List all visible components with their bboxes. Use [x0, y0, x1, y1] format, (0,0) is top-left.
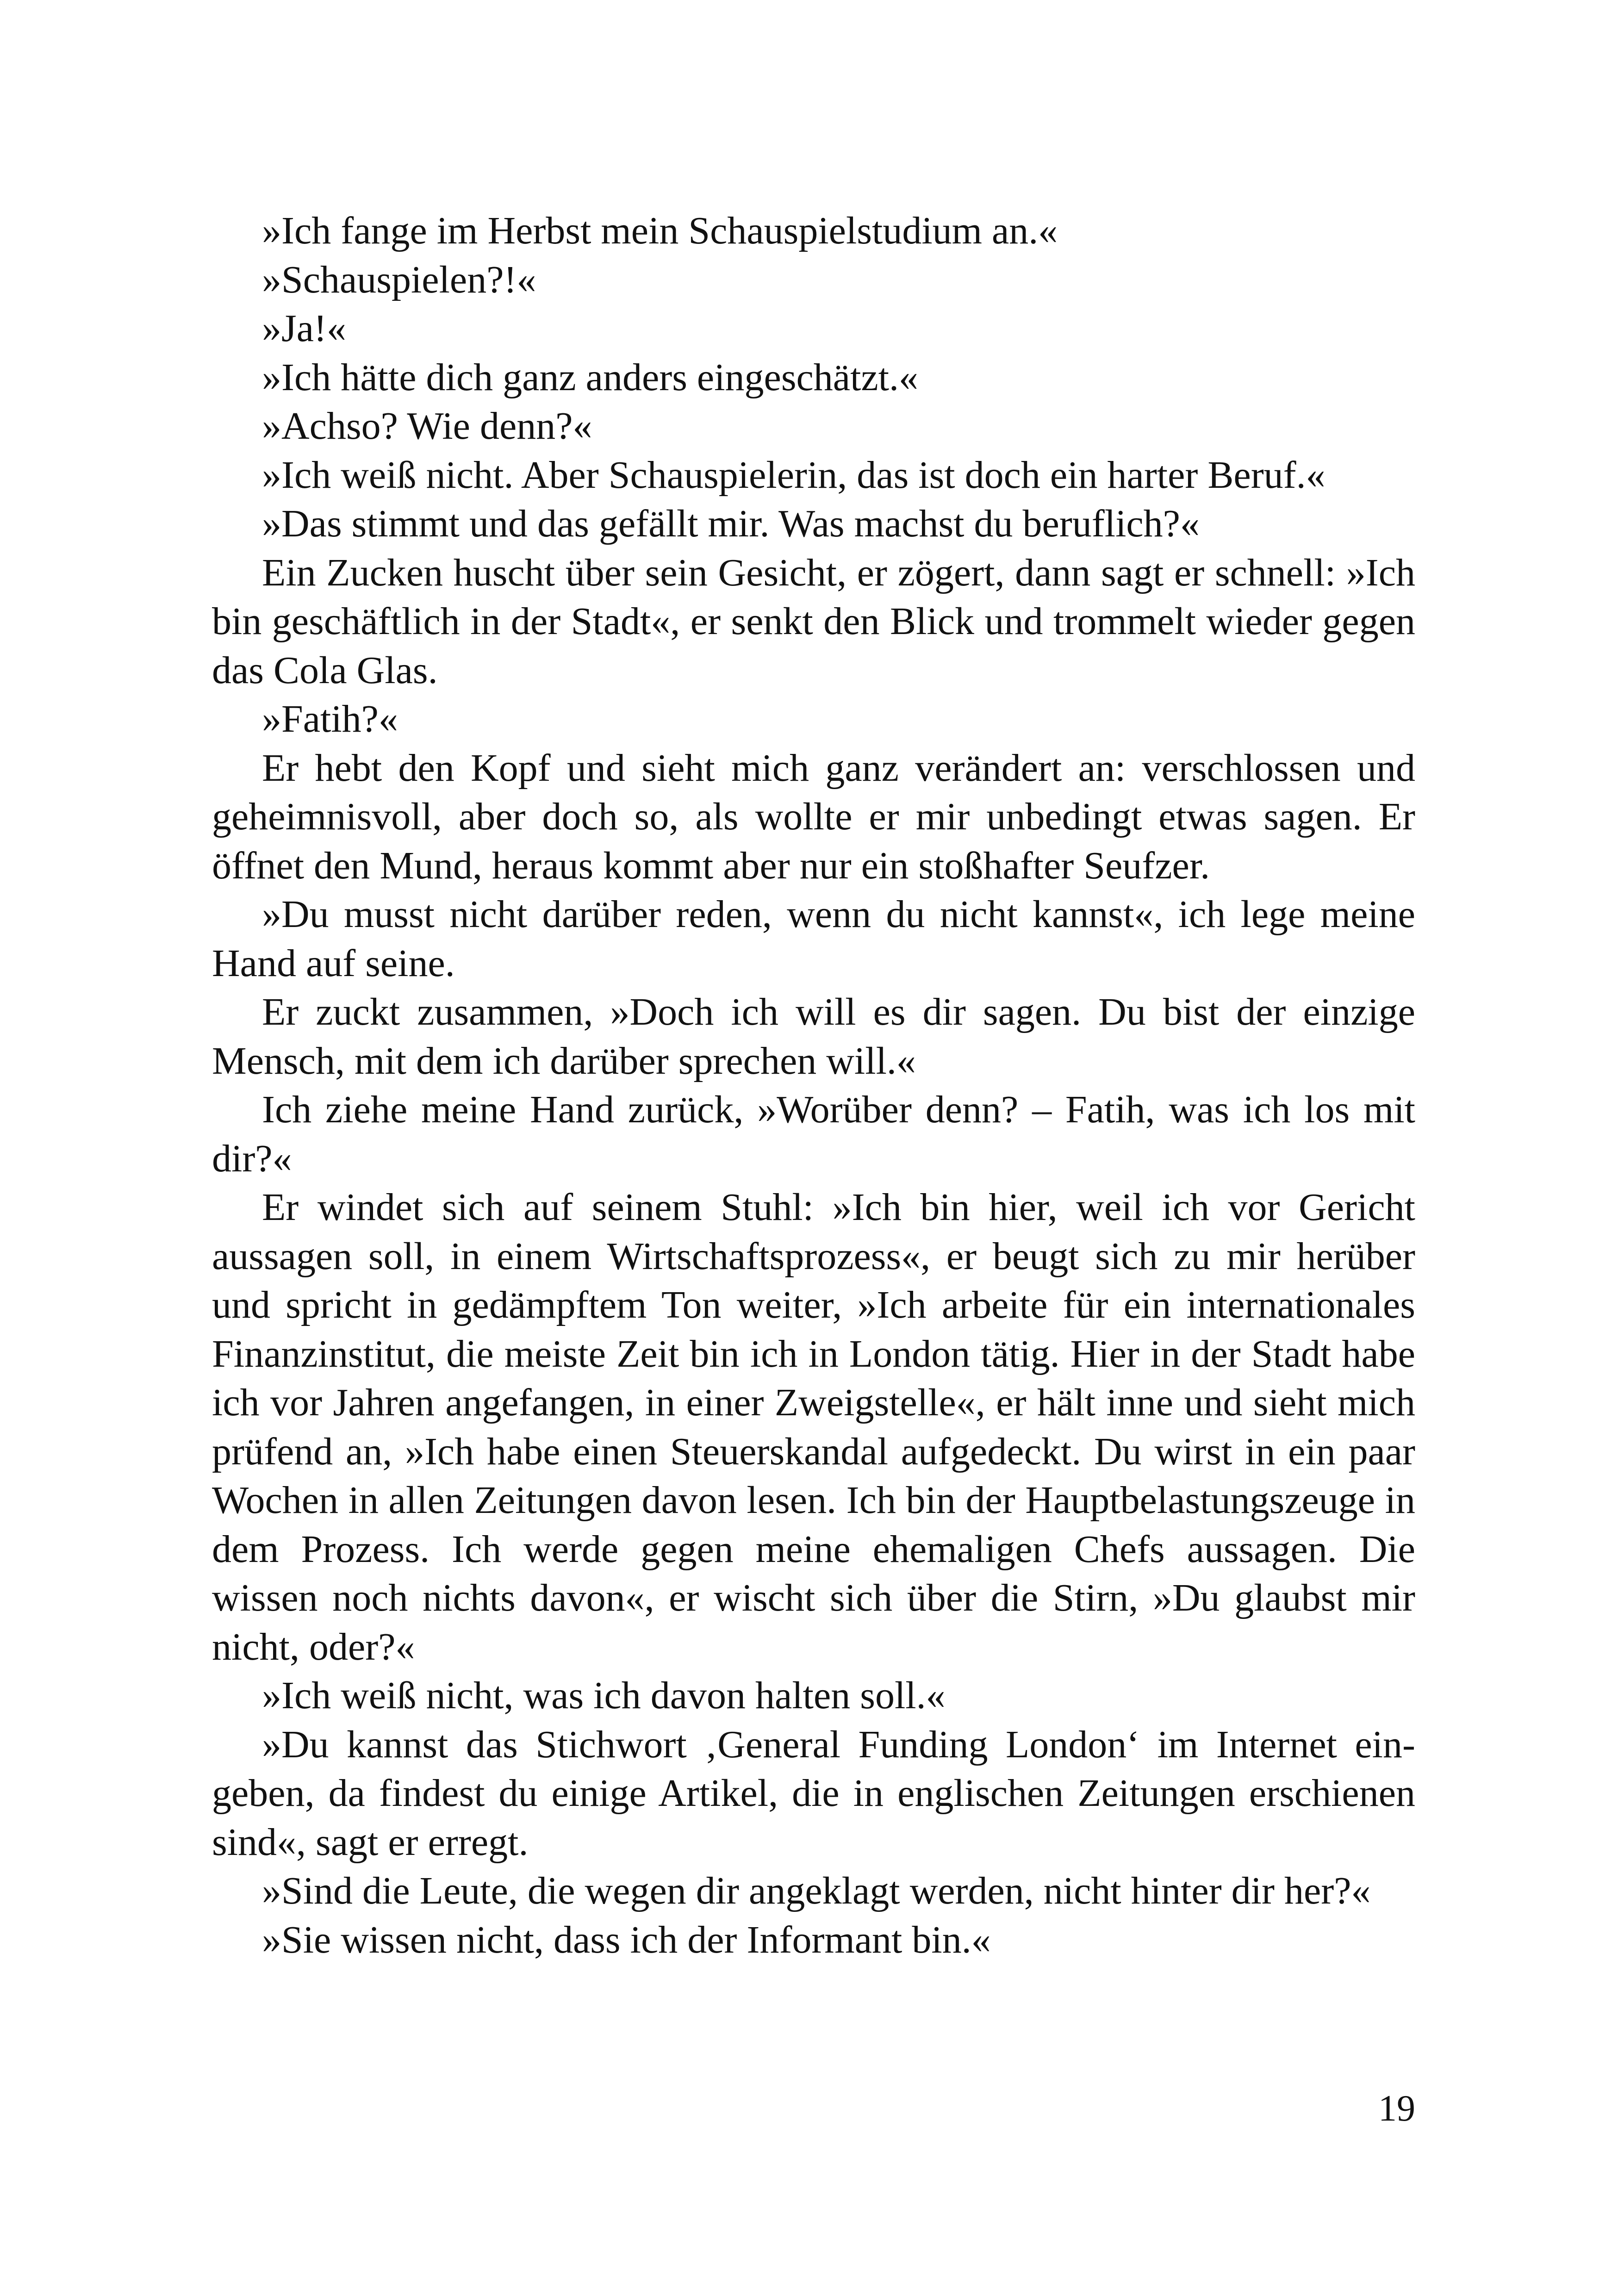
paragraph-10: Er hebt den Kopf und sieht mich ganz verändert an: verschlossen und geheimnisvoll, aber doch so, als wollte er mir unbedingt etwas sagen. Er öffnet den Mund, heraus kommt aber nur ein stoßhafter Seufzer. [212, 746, 1415, 887]
paragraph-12: Er zuckt zusammen, »Doch ich will es dir sagen. Du bist der einzige Mensch, mit dem ich darüber sprechen will.« [212, 990, 1415, 1083]
paragraph-1: »Ich fange im Herbst mein Schauspielstudium an.« [262, 209, 1058, 252]
paragraph-18: »Sie wissen nicht, dass ich der Informant bin.« [262, 1918, 991, 1961]
body-text [212, 206, 1415, 1964]
paragraph-2: »Schauspielen?!« [262, 258, 536, 301]
paragraph-5: »Achso? Wie denn?« [262, 404, 592, 448]
page-number: 19 [1378, 2088, 1415, 2129]
paragraph-13: Ich ziehe meine Hand zurück, »Worüber denn? – Fatih, was ich los mit dir?« [212, 1088, 1415, 1180]
paragraph-11: »Du musst nicht darüber reden, wenn du nicht kannst«, ich lege meine Hand auf seine. [212, 893, 1415, 985]
paragraph-14: Er windet sich auf seinem Stuhl: »Ich bin hier, weil ich vor Gericht aussagen soll, in einem Wirtschaftsprozess«, er beugt sich zu mir herüber und spricht in gedämpftem Ton weiter, »Ich arbeite für ein internationales Finanzinstitut, die meiste Zeit bin ich in London tätig. Hier in der Stadt habe ich vor Jahren angefangen, in einer Zweigstelle«, er hält inne und sieht mich prüfend an, »Ich habe einen Steuerskandal aufgedeckt. Du wirst in ein paar Wochen in allen Zeitungen davon lesen. Ich bin der Hauptbelastungszeuge in dem Prozess. Ich werde gegen meine ehemaligen Chefs aussagen. Die wissen noch nichts davon«, er wischt sich über die Stirn, »Du glaubst mir nicht, oder?« [212, 1186, 1415, 1668]
paragraph-16: »Du kannst das Stichwort ‚General Funding London‘ im Internet eingeben, da findest du einige Artikel, die in englischen Zeitungen erschienen sind«, sagt er erregt. [212, 1723, 1415, 1864]
paragraph-6: »Ich weiß nicht. Aber Schauspielerin, das ist doch ein harter Beruf.« [262, 453, 1326, 497]
paragraph-7: »Das stimmt und das gefällt mir. Was machst du beruflich?« [262, 502, 1200, 545]
paragraph-8: Ein Zucken huscht über sein Gesicht, er zögert, dann sagt er schnell: »Ich bin geschäftlich in der Stadt«, er senkt den Blick und trommelt wieder gegen das Cola Glas. [212, 551, 1415, 692]
paragraph-15: »Ich weiß nicht, was ich davon halten soll.« [262, 1674, 946, 1717]
paragraph-3: »Ja!« [262, 307, 346, 350]
paragraph-9: »Fatih?« [262, 697, 398, 740]
paragraph-4: »Ich hätte dich ganz anders eingeschätzt.« [262, 355, 919, 399]
paragraph-17: »Sind die Leute, die wegen dir angeklagt werden, nicht hinter dir her?« [262, 1869, 1371, 1912]
